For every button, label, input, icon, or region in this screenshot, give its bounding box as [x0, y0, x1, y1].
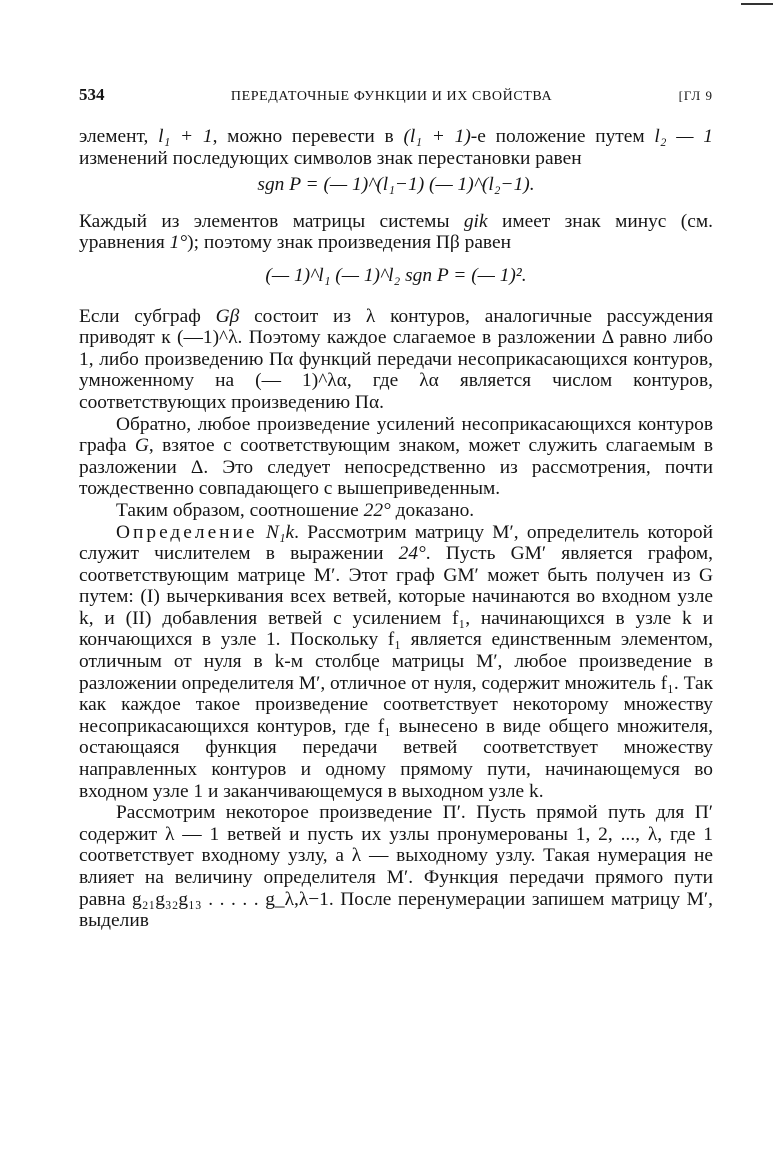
running-title: ПЕРЕДАТОЧНЫЕ ФУНКЦИИ И ИХ СВОЙСТВА — [230, 89, 553, 104]
paragraph-6: Определение N₁k. Рассмотрим матрицу M′, определитель которой служит числителем в выражении 24°. Пусть GM′ является графом, соответствующим матрице M′. Этот граф GM′ может быть получен из G путем: (I) вычеркивания всех ветвей, которые начинаются во входном узле k, и (II) добавления ветвей с усилением f₁, начинающихся в узле k и кончающихся в узле 1. Поскольку f₁ является единственным элементом, отличным от нуля в k-м столбце матрицы M′, любое произведение в разложении определителя M′, отличное от нуля, содержит множитель f₁. Так как каждое такое произведение соответствует некоторому множеству несоприкасающихся контуров, где f₁ вынесено в виде общего множителя, остающаяся функция передачи ветвей соответствует множеству направленных контуров и одному прямому пути, начинающемуся во входном узле 1 и заканчивающемуся в выходном узле k. — [79, 521, 713, 802]
paragraph-5: Таким образом, соотношение 22° доказано. — [116, 499, 475, 521]
paragraph-4: Обратно, любое произведение усилений несоприкасающихся контуров графа G, взятое с соответствующим знаком, может служить слагаемым в разложении Δ. Это следует непосредственно из рассмотрения, почти тождественно совпадающего с вышеприведенным. — [79, 413, 713, 500]
page-number: 534 — [79, 85, 105, 104]
equation-sign: sgn P = (— 1)^(l₁−1) (— 1)^(l₂−1). — [257, 174, 535, 196]
paragraph-3: Если субграф Gβ состоит из λ контуров, аналогичные рассуждения приводят к (—1)^λ. Поэтому каждое слагаемое в разложении Δ равно либо 1, либо произведению Πα функций передачи несоприкасающихся контуров, умноженному на (— 1)^λα, где λα является числом контуров, соответствующих произведению Πα. — [79, 305, 713, 413]
paragraph-1: элемент, l₁ + 1, можно перевести в (l₁ + 1)-е положение путем l₂ — 1 изменений последующих символов знак перестановки равен — [79, 126, 713, 169]
scan-mark — [741, 3, 773, 5]
definition-label: Определение — [116, 521, 258, 543]
running-header — [79, 84, 713, 114]
equation-product-sign: (— 1)^l₁ (— 1)^l₂ sgn P = (— 1)². — [265, 264, 527, 286]
paragraph-7: Рассмотрим некоторое произведение Π′. Пусть прямой путь для Π′ содержит λ — 1 ветвей и пусть их узлы пронумерованы 1, 2, ..., λ, где 1 соответствует входному узлу, а λ — выходному узлу. Такая нумерация не влияет на величину определителя M′. Функция передачи прямого пути равна g₂₁g₃₂g₁₃ . . . . . g_λ,λ−1. После перенумерации запишем матрицу M′, выделив — [79, 802, 713, 932]
paragraph-2: Каждый из элементов матрицы системы gik имеет знак минус (см. уравнения 1°); поэтому знак произведения Πβ равен — [79, 210, 713, 254]
chapter-ref: [ГЛ 9 — [678, 88, 713, 103]
book-page — [79, 84, 713, 932]
